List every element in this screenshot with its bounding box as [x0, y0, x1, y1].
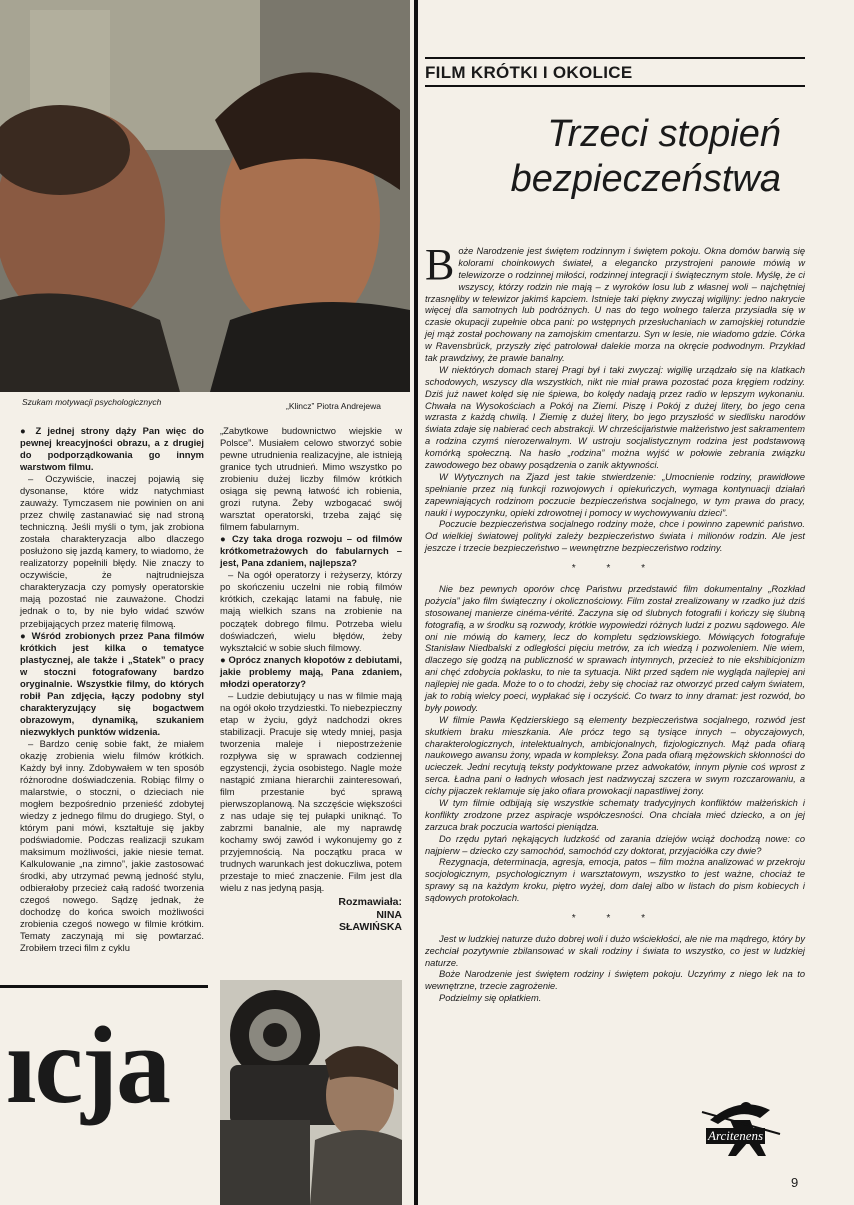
interview-answer: – Oczywiście, inaczej pojawią się dysonanse, które widz natychmiast zauważy. Tymczasem nie powinien on ani przez chwilę zastanawiać się nad stroną techniczną. Jeśli myśli o tym, jak zrobiona została charakteryzacja albo dlaczego posłużono się jazdą kamery, to wiadomo, że realizatorzy popełnili błędy. Nie znaczy to oczywiście, że najtrudniejsza charakteryzacja czy pomysły operatorskie mają pozostać nie zauważone. Chodzi jednak o to, by nie było widać szwów przebijających przez materię filmową. — [20, 473, 204, 629]
interview-answer: „Zabytkowe budownictwo wiejskie w Polsce”. Musiałem celowo stworzyć sobie pewne utrudnienia realizacyjne, ale istnieją granice tych utrudnień. Mimo wszystko po zrobieniu dużej liczby filmów krótkich osiąga się pewną łatwość ich robienia, grozi rutyna. Żeby wzbogacać swój warsztat operatorski, trzeba zająć się filmem fabularnym. — [220, 425, 402, 533]
article-paragraph-text: oże Narodzenie jest świętem rodzinnym i świętem pokoju. Okna domów barwią się kolorami choinkowych świateł, a elegancko przystrojeni panowie mówią w telewizorze o rodzinnej miłości, rodzinnej integracji i świątecznym stole. Myślę, że ci wszyscy, którzy rodzin nie mają – z wyroków losu lub z własnej woli – najchętniej trzasnęliby w telewizor jakimś kapciem. Istnieje taki piękny zwyczaj wigilijny: jedno nakrycie więcej dla samotnych lub podróżnych. U nas do tego wolnego talerza przysiadła się w czasie okupacji zupełnie obca pani: po wstępnych przesłuchaniach w zamojskiej rotundzie jej mąż został pochowany na zamojskim cmentarzu. Syn w lesie, nie wiadomo gdzie. Córka w Ravensbrück, przyszły zięć patrolował dalekie morza na okręcie podwodnym. Przykład tak prawdziwy, że prawie banalny. — [425, 246, 805, 364]
article-paragraph: Do rzędu pytań nękających ludzkość od zarania dziejów wciąż dochodzą nowe: co najpierw – dziecko czy samochód, samochód czy doktorat, przyjaciółka czy dwie? — [425, 833, 805, 856]
film-still-illustration — [0, 0, 410, 392]
interview-column-2 — [220, 425, 402, 934]
bottom-left-rule — [0, 985, 208, 988]
article-paragraph: W niektórych domach starej Pragi był i taki zwyczaj: wigilię urządzało się na klatkach schodowych, wszyscy dla wszystkich, nikt nie miał prawa pozostać poza kręgiem rodziny. Dziś już nawet kolęd się nie śpiewa, bo kolędy nadają przez radio w lepszym wykonaniu. Chwała na Wysokościach a Pokój na Ziemi. Piszę i Pokój z dużej litery, bo jego cena wzrasta z każdą chwilą. I Ziemię z dużej litery, bo jego przyszłość w siedlisku narodów świata zdaje się nabierać cech abstrakcji. W chrześcijaństwie małżeństwo jest sakramentem a rodzina czymś nierozerwalnym. W ustroju socjalistycznym rodzina jest podstawową komórką społeczną. Na hasło „rodzina” można wyjść w połowie zebrania związku zawodowego bez obawy posądzenia o zanik aktywności. — [425, 364, 805, 471]
photo-caption-left: Szukam motywacji psychologicznych — [22, 397, 162, 407]
article-body — [425, 240, 805, 1005]
interview-answer: – Na ogół operatorzy i reżyserzy, którzy po skończeniu uczelni nie robią filmów krótkich, czekając latami na fabułę, nie mają wielkich szans na zrobienie na początek dobrego filmu. Potrzeba wielu doświadczeń, wielu błędów, żeby wykształcić w sobie słuch filmowy. — [220, 569, 402, 653]
section-separator: * * * — [571, 913, 659, 924]
section-separator: * * * — [571, 563, 659, 575]
interview-answer: – Ludzie debiutujący u nas w filmie mają na ogół około trzydziestki. To niebezpieczny etap w życiu, gdyż nadchodzi okres stabilizacji. Pracuje się wtedy mniej, pasja tworzenia maleje i niepostrzeżenie rozpływa się w sprawach codziennej egzystencji, życia osobistego. Nagle może nastąpić zmiana hierarchii zainteresowań, film przestanie być sprawą pierwszoplanową. Na szczęście większości z nas udaje się tej pułapki uniknąć. To zabrzmi banalnie, ale my naprawdę kochamy swój zawód i wykonujemy go z przyjemnością. Na początku praca w trudnych warunkach jest dokuczliwa, potem przestaje to mieć znaczenie. Film jest dla wielu z nas jedyną pasją. — [220, 689, 402, 894]
article-title — [425, 112, 781, 202]
archer-icon — [700, 1090, 786, 1162]
interview-question: ● Oprócz znanych kłopotów z debiutami, jakie problemy mają, Pana zdaniem, młodzi operatorzy? — [220, 653, 402, 689]
bottom-left-title-fragment: ıcja — [6, 1004, 170, 1126]
drop-cap: B — [425, 240, 455, 289]
interview-answer: – Bardzo cenię sobie fakt, że miałem okazję zrobienia wielu filmów krótkich. Każdy był inny. Zdobywałem w ten sposób różnorodne doświadczenia. Robiąc filmy o malarstwie, o stoczni, o dzieciach nie mogłem bezpośrednio przenieść zdobytej wiedzy z jednego filmu do drugiego. Styl, o którym pani mówi, kształtuje się jakby podświadomie. Podczas realizacji szukam maksimum możliwości, jakie niesie temat. Kalkulowanie „na zimno”, jakie zastosować środki, aby utrzymać pewną jedność stylu, odbierałoby przecież całą radość tworzenia czegoś nowego. Sądzę jednak, że dochodzę do końca swoich możliwości zrobienia czegoś nowego w filmie krótkim. Tematy zaczynają mi się powtarzać. Zrobiłem trzeci film z cyklu — [20, 737, 204, 954]
interview-question: ● Z jednej strony dąży Pan więc do pewnej kreacyjności obrazu, a z drugiej do podporządkowania go innym warstwom filmu. — [20, 425, 204, 473]
article-paragraph: Nie bez pewnych oporów chcę Państwu przedstawić film dokumentalny „Rozkład pożycia” jako film świąteczny i okolicznościowy. Film został zrealizowany w rzadko już dziś stosowanej manierze cinéma-vérité. Zaczyna się od ślubnych fotografii i kończy się ślubną fotografią, a w środku są rozwody, krótkie wypowiedzi różnych ludzi z pozwu sądowego. Ale oni nie mówią do kamery, lecz do kompletu sędziowskiego. Mówiących fotografuje Stanisław Niedbalski z odległości pięciu metrów, za ich wiedzą i pozwoleniem. Nie wiem, dlaczego się godzą na publiczność w sprawach intymnych, przecież to nie ekshibicjonizm ani chęć zdobycia poklasku, to nie ta sytuacja. Nikt przed sądem nie wygląda najlepiej ani najlepiej nie gada. Może to o to chodzi, żeby się chociaż raz otworzyć przed całym światem, jak to robią wielcy poeci, wypłakać się i oczyścić. Co twarz to inny dramat: jest rozwód, bo były powody. — [425, 583, 805, 713]
cameraman-illustration — [220, 980, 402, 1205]
article-title-line2: bezpieczeństwa — [510, 157, 781, 200]
article-first-paragraph — [425, 240, 805, 365]
section-label: FILM KRÓTKI I OKOLICE — [425, 63, 633, 82]
article-paragraph: Jest w ludzkiej naturze dużo dobrej woli i dużo wściekłości, ale nie ma mądrego, który by zechciał pozytywnie zbilansować w skali rodziny i świata to wszystko, co jest w ludzkiej naturze. — [425, 933, 805, 968]
logo-text: Arcitenens — [708, 1128, 764, 1143]
photo-caption-right: „Klincz” Piotra Andrejewa — [286, 401, 381, 411]
article-paragraph: Poczucie bezpieczeństwa socjalnego rodziny może, chce i powinno zapewnić państwo. Od wielkiej światowej polityki zależy bezpieczeństwo świata i milionów rodzin. Ale jest jeszcze i trzecie bezpieczeństwo – wewnętrzne bezpieczeństwo rodziny. — [425, 519, 805, 554]
byline-label: Rozmawiała: — [338, 896, 402, 909]
byline-name: NINA — [376, 908, 402, 921]
article-paragraph: W Wytycznych na Zjazd jest takie stwierdzenie: „Umocnienie rodziny, prawidłowe spełnianie przez nią funkcji rozwojowych i opiekuńczych, wymaga kontynuacji działań zapewniających rodzinom poczucie bezpieczeństwa socjalnego, w tym prawa do pracy, nauki i wypoczynku, opieki zdrowotnej i pomocy w wychowywaniu dzieci”. — [425, 471, 805, 518]
byline-surname: SŁAWIŃSKA — [339, 921, 402, 934]
article-paragraph: Podzielmy się opłatkiem. — [439, 993, 542, 1004]
film-still-photo — [0, 0, 410, 392]
interview-question: ● Wśród zrobionych przez Pana filmów krótkich jest kilka o tematyce plastycznej, ale także i „Statek” o pracy w stoczni fotografowany bardzo oryginalnie. Wszystkie filmy, do których robił Pan zdjęcia, łączy podobny styl charakteryzujący się bogactwem obrazowym, dynamiką, szukaniem niezwykłych punktów widzenia. — [20, 629, 204, 737]
column-divider — [414, 0, 418, 1205]
cameraman-photo — [220, 980, 402, 1205]
article-paragraph: Rezygnacja, determinacja, agresja, emocja, patos – film można analizować w przekroju socjologicznym, psychologicznym i warsztatowym, wszystko to jest ważne, chociaż te sprawy są na każdym kroku, piętro wyżej, dom dalej albo w listach do pism kobiecych i sądowych protokołach. — [425, 857, 805, 904]
arcitenens-logo — [700, 1090, 786, 1162]
article-paragraph: W tym filmie odbijają się wszystkie schematy tradycyjnych konfliktów małżeńskich i konflikty zrodzone przez aspiracje współczesności. Ona chciała mieć dziecko, a on jej zarzuca brak poczucia wartości pieniądza. — [425, 797, 805, 832]
interview-column-1 — [20, 425, 204, 954]
page-number: 9 — [791, 1175, 799, 1190]
section-rule-top — [425, 57, 805, 59]
article-title-line1: Trzeci stopień — [547, 113, 781, 155]
article-paragraph: Boże Narodzenie jest świętem rodziny i świętem pokoju. Uczyńmy z niego lek na to wewnętrzne, trzecie zagrożenie. — [425, 969, 805, 992]
section-rule-bottom — [425, 85, 805, 87]
article-paragraph: W filmie Pawła Kędzierskiego są elementy bezpieczeństwa socjalnego, rozwód jest skutkiem braku mieszkania. Ale prócz tego są tysiące innych – obyczajowych, charakterologicznych, intelektualnych, ambicjonalnych, fizjologicznych. Mąż pada ofiarą naukowego awansu żony, wpada w kompleksy. Żona pada ofiarą mężowskich skłonności do ucieczek. Jedni recytują teksty podyktowane przez adwokatów, innym płynie coś wprost z serca. Ładna pani o ładnych włosach jest nadzwyczaj szczera w swym rozczarowaniu, a cichy pijaczek reklamuje się jako ofiara prowokacji napastliwej żony. — [425, 714, 805, 797]
interview-question: ● Czy taka droga rozwoju – od filmów krótkometrażowych do fabularnych – jest, Pana zdaniem, najlepsza? — [220, 533, 402, 569]
